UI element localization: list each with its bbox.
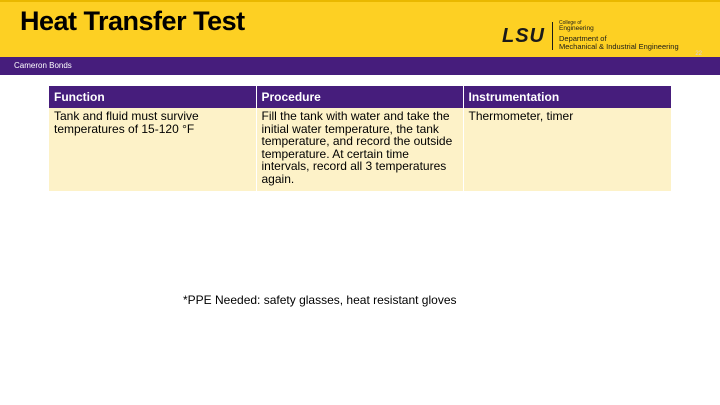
logo-text xyxy=(553,21,679,51)
logo-engineering-line: Engineering xyxy=(559,25,594,33)
cell-instrumentation: Thermometer, timer xyxy=(463,108,671,191)
slide-title: Heat Transfer Test xyxy=(20,6,245,36)
test-table xyxy=(49,86,671,191)
lsu-logo xyxy=(502,20,679,52)
ppe-note: *PPE Needed: safety glasses, heat resistant gloves xyxy=(183,293,457,307)
header-procedure: Procedure xyxy=(256,86,463,108)
lsu-logo-mark: LSU xyxy=(502,22,553,50)
logo-dept-line-2: Mechanical & Industrial Engineering xyxy=(559,42,679,52)
author-name: Cameron Bonds xyxy=(14,61,72,70)
table-row xyxy=(49,108,671,191)
header-instrumentation: Instrumentation xyxy=(463,86,671,108)
table-header-row xyxy=(49,86,671,108)
header-bar xyxy=(0,0,720,57)
cell-function: Tank and fluid must survive temperatures of 15-120 °F xyxy=(49,108,256,191)
logo-college-line: College of xyxy=(559,20,582,27)
header-function: Function xyxy=(49,86,256,108)
author-bar xyxy=(0,51,720,75)
page-number: 22 xyxy=(695,51,702,57)
cell-procedure: Fill the tank with water and take the initial water temperature, the tank temperature, and record the outside temperature. At certain time intervals, record all 3 temperatures again. xyxy=(256,108,463,191)
logo-dept-line-1: Department of xyxy=(559,34,607,44)
